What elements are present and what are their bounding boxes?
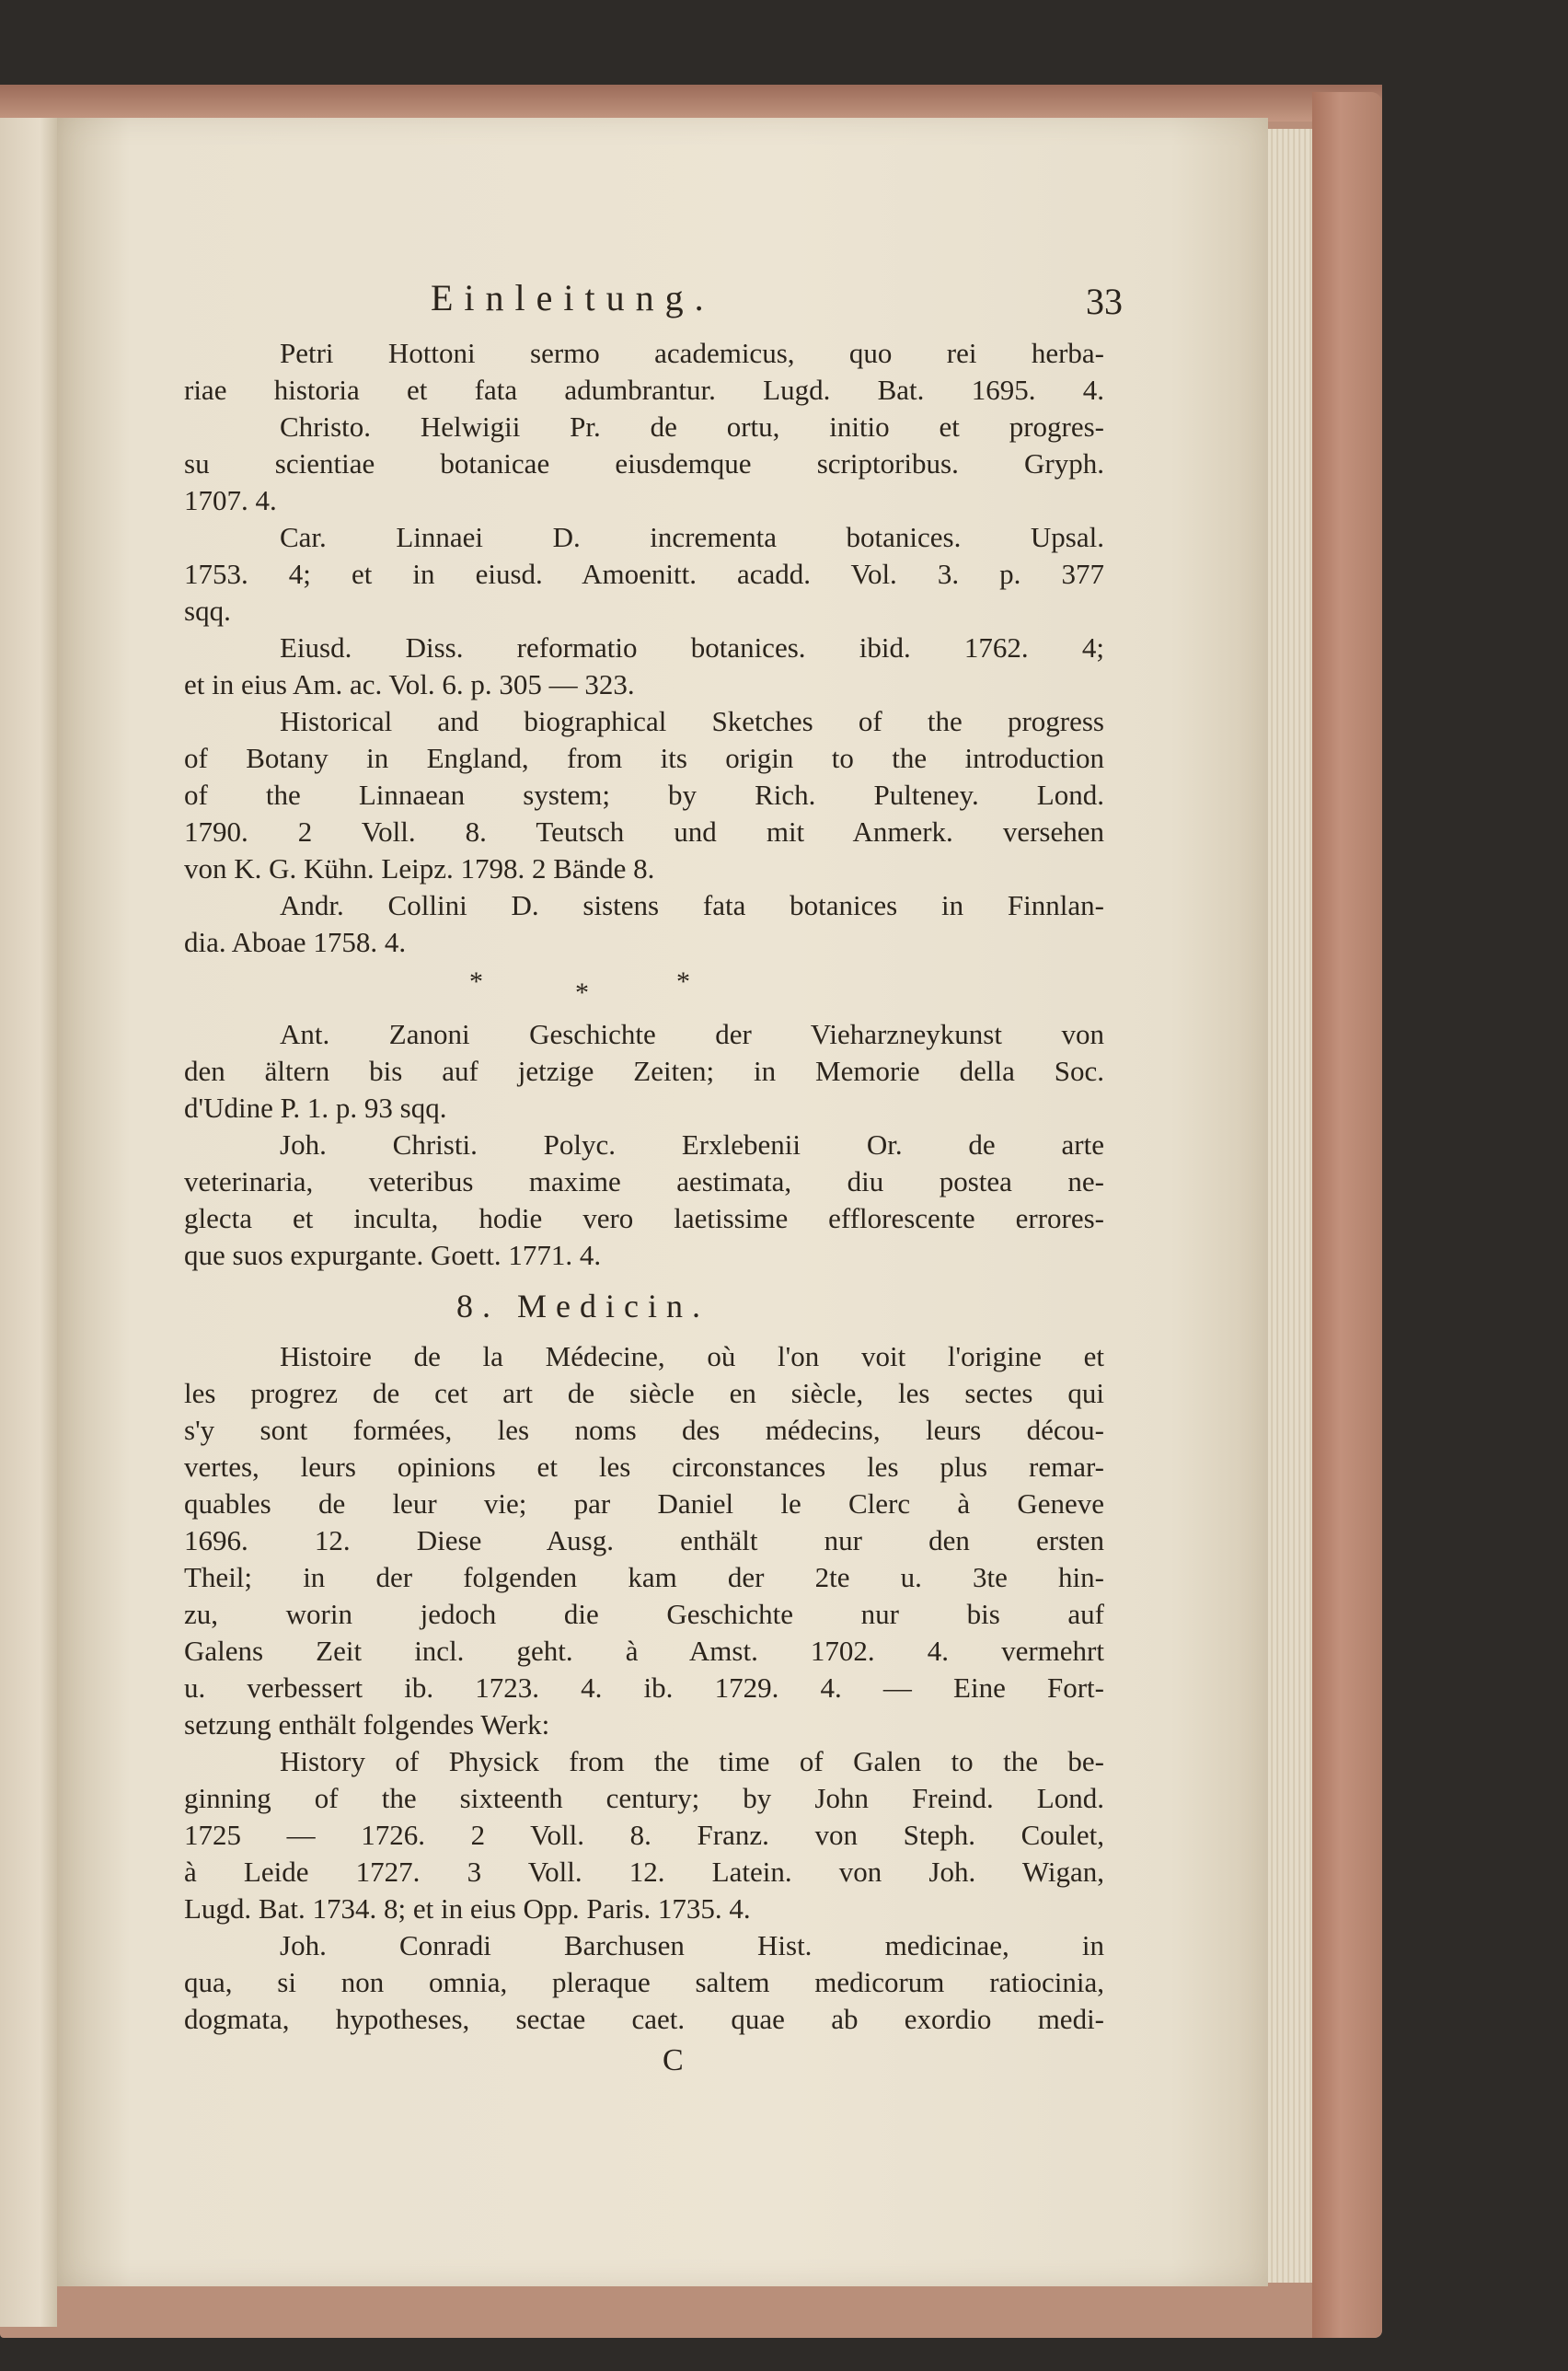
text-line: vertes, leurs opinions et les circonstances les plus remar- bbox=[184, 1451, 1104, 1483]
text-line: Eiusd. Diss. reformatio botanices. ibid. 1762. 4; bbox=[280, 631, 1104, 664]
text-line: zu, worin jedoch die Geschichte nur bis auf bbox=[184, 1598, 1104, 1630]
text-line: Car. Linnaei D. incrementa botanices. Upsal. bbox=[280, 521, 1104, 553]
text-line: dogmata, hypotheses, sectae caet. quae ab exordio medi- bbox=[184, 2003, 1104, 2035]
page-content bbox=[184, 276, 1123, 2084]
page-number: 33 bbox=[1086, 281, 1123, 322]
text-line: sqq. bbox=[184, 595, 231, 627]
text-line: 1707. 4. bbox=[184, 484, 277, 516]
text-line: et in eius Am. ac. Vol. 6. p. 305 — 323. bbox=[184, 668, 635, 700]
text-line: u. verbessert ib. 1723. 4. ib. 1729. 4. — Eine Fort- bbox=[184, 1671, 1104, 1704]
text-line: su scientiae botanicae eiusdemque scriptoribus. Gryph. bbox=[184, 447, 1104, 480]
text-line: ginning of the sixteenth century; by John Freind. Lond. bbox=[184, 1782, 1104, 1814]
text-line: of Botany in England, from its origin to the introduction bbox=[184, 742, 1104, 774]
text-block-medicine bbox=[184, 1338, 1104, 2038]
text-line: 1790. 2 Voll. 8. Teutsch und mit Anmerk. versehen bbox=[184, 815, 1104, 848]
signature-mark: C bbox=[663, 2043, 684, 2077]
text-line: Ant. Zanoni Geschichte der Vieharzneykunst von bbox=[280, 1018, 1104, 1050]
text-line: Andr. Collini D. sistens fata botanices in Finnlan- bbox=[280, 889, 1104, 921]
text-line: Joh. Christi. Polyc. Erxlebenii Or. de arte bbox=[280, 1128, 1104, 1161]
text-block-veterinary bbox=[184, 1016, 1104, 1274]
section-heading: 8. Medicin. bbox=[456, 1288, 709, 1324]
text-line: Christo. Helwigii Pr. de ortu, initio et progres- bbox=[280, 411, 1104, 443]
text-line: s'y sont formées, les noms des médecins, leurs décou- bbox=[184, 1414, 1104, 1446]
text-line: quables de leur vie; par Daniel le Clerc à Geneve bbox=[184, 1487, 1104, 1520]
text-line: veterinaria, veteribus maxime aestimata, diu postea ne- bbox=[184, 1165, 1104, 1197]
text-line: 1753. 4; et in eiusd. Amoenitt. acadd. Vol. 3. p. 377 bbox=[184, 558, 1104, 590]
running-head: Einleitung. bbox=[431, 277, 715, 318]
text-line: les progrez de cet art de siècle en siècle, les sectes qui bbox=[184, 1377, 1104, 1409]
page-stack-edge bbox=[1268, 129, 1312, 2283]
text-line: riae historia et fata adumbrantur. Lugd. Bat. 1695. 4. bbox=[184, 374, 1104, 406]
left-page-edge bbox=[0, 118, 57, 2327]
star-mark: * bbox=[575, 977, 589, 1008]
text-line: glecta et inculta, hodie vero laetissime efflorescente errores- bbox=[184, 1202, 1104, 1234]
text-line: Historical and biographical Sketches of the progress bbox=[280, 705, 1104, 737]
section-divider-stars bbox=[184, 961, 1104, 1016]
star-mark: * bbox=[676, 966, 690, 997]
text-line: Theil; in der folgenden kam der 2te u. 3te hin- bbox=[184, 1561, 1104, 1593]
text-line: den ältern bis auf jetzige Zeiten; in Memorie della Soc. bbox=[184, 1055, 1104, 1087]
text-line: Galens Zeit incl. geht. à Amst. 1702. 4. vermehrt bbox=[184, 1635, 1104, 1667]
text-line: Histoire de la Médecine, où l'on voit l'origine et bbox=[280, 1340, 1104, 1372]
page-header bbox=[184, 276, 1123, 328]
text-block-botany bbox=[184, 335, 1104, 961]
text-line: Lugd. Bat. 1734. 8; et in eius Opp. Paris. 1735. 4. bbox=[184, 1892, 751, 1925]
text-line: à Leide 1727. 3 Voll. 12. Latein. von Joh. Wigan, bbox=[184, 1856, 1104, 1888]
text-line: Joh. Conradi Barchusen Hist. medicinae, in bbox=[280, 1929, 1104, 1961]
text-line: Petri Hottoni sermo academicus, quo rei herba- bbox=[280, 337, 1104, 369]
text-line: of the Linnaean system; by Rich. Pulteney. Lond. bbox=[184, 779, 1104, 811]
cover-right-edge bbox=[1312, 92, 1382, 2338]
text-line: d'Udine P. 1. p. 93 sqq. bbox=[184, 1092, 447, 1124]
text-line: von K. G. Kühn. Leipz. 1798. 2 Bände 8. bbox=[184, 852, 655, 885]
text-line: History of Physick from the time of Galen to the be- bbox=[280, 1745, 1104, 1777]
text-line: 1696. 12. Diese Ausg. enthält nur den ersten bbox=[184, 1524, 1104, 1556]
text-line: dia. Aboae 1758. 4. bbox=[184, 926, 407, 958]
cover-top-edge bbox=[0, 85, 1382, 121]
text-line: que suos expurgante. Goett. 1771. 4. bbox=[184, 1239, 602, 1271]
text-line: setzung enthält folgendes Werk: bbox=[184, 1708, 550, 1741]
text-line: qua, si non omnia, pleraque saltem medicorum ratiocinia, bbox=[184, 1966, 1104, 1998]
star-mark: * bbox=[469, 966, 483, 997]
text-line: 1725 — 1726. 2 Voll. 8. Franz. von Steph. Coulet, bbox=[184, 1819, 1104, 1851]
